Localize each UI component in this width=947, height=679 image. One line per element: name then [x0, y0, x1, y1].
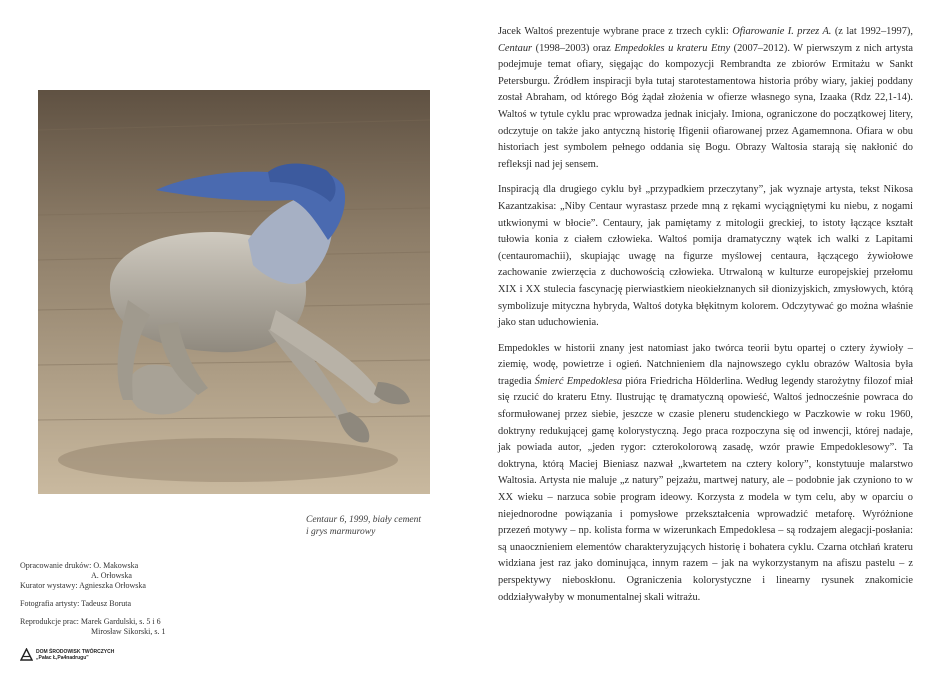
sculpture-photo — [38, 90, 430, 494]
left-page — [0, 0, 470, 679]
p1-text-a: Jacek Waltoś prezentuje wybrane prace z trzech cykli: — [498, 26, 733, 37]
credits-prep — [20, 561, 220, 571]
p1-text-b: (z lat 1992–1997), — [831, 26, 913, 37]
photo-caption — [306, 514, 456, 538]
p1-title-3: Empedokles u krateru Etny — [614, 42, 731, 54]
credits-photo: Fotografia artysty: Tadeusz Boruta — [20, 599, 132, 608]
logo-text — [36, 649, 114, 661]
logo-line1: DOM ŚRODOWISK TWÓRCZYCH — [36, 648, 115, 655]
p1-text-d: (2007–2012). W pierwszym z nich artysta podejmuje temat ofiary, sięgając do kompozycji Rembrandta ze zbiorów Ermitażu w Sankt Petersburgu. Źródłem inspiracji była tutaj starotestamentowa historia próby wiary, jakiej poddany został Abraham, od którego Bóg żądał złożenia w ofierze własnego syna, Izaaka (Rdz 22,1-14). Waltoś w tytule cyklu prac wprowadza jednak inicjały. Imiona, ograniczone do początkowej litery, odczytuje on także jako antyczną historię Ifigenii ofiarowanej przez Agamemnona. Ofiara w obu historiach jest symbolem pełnego oddania się Bogu. Obrazy Waltosia starają się nakłonić do refleksji nad jej sensem. — [498, 42, 913, 170]
p3-title-1: Śmierć Empedoklesa — [534, 375, 623, 387]
institution-logo — [20, 648, 114, 661]
credits-prep-label: Opracowanie druków: — [20, 561, 94, 570]
caption-line1: Centaur 6, 1999, biały cement — [306, 515, 422, 525]
credits-repro-name1: Marek Gardulski, s. 5 i 6 — [80, 617, 161, 626]
paragraph-3 — [498, 341, 913, 607]
p1-title-2: Centaur — [498, 42, 533, 54]
credits-prep-name1: O. Makowska — [93, 561, 139, 570]
essay-text — [498, 24, 913, 615]
right-page — [470, 0, 947, 679]
p3-text-a: Empedokles w historii znany jest natomiast jako twórca teorii bytu opartej o cztery żywioły – ziemię, wodę, powietrze i ogień. Natchnieniem dla najnowszego cyklu obrazów Waltosia była tragedia — [498, 342, 913, 387]
credits-block — [20, 561, 220, 637]
logo-line2: „Pałac Ł,Pa4nadrugu" — [36, 654, 89, 661]
paragraph-1 — [498, 24, 913, 173]
p1-title-1: Ofiarowanie I. przez A. — [732, 26, 832, 37]
caption-line2: i grys marmurowy — [306, 527, 376, 537]
logo-icon — [20, 648, 33, 661]
credits-repro-name2: Mirosław Sikorski, s. 1 — [91, 627, 166, 636]
sculpture-illustration — [38, 90, 430, 494]
p1-text-c: (1998–2003) oraz — [532, 42, 615, 54]
credits-prep-name2: A. Orłowska — [91, 571, 132, 580]
credits-repro-label: Reprodukcje prac: — [20, 617, 81, 626]
credits-curator: Kurator wystawy: Agnieszka Orłowska — [20, 581, 146, 590]
paragraph-2: Inspiracją dla drugiego cyklu był „przypadkiem przeczytany”, jak wyznaje artysta, tekst Nikosa Kazantzakisa: „Niby Centaur wyrastasz przede mną z rękami wyciągniętymi ku niebu, z nogami utkwionymi w błocie”. Centaury, jak pamiętamy z mitologii greckiej, to istoty łączące kształt tułowia konia z ciałem człowieka. Waltoś pomija dramatyczny wątek ich walki z Lapitami (centauromachii), skupiając uwagę na figurze myślowej centaura, łączącego żywiołowe zachowanie zwierzęcia z duchowością człowieka. Utrwaloną w kulturze europejskiej przełomu XIX i XX stulecia fascynację pierwiastkiem nieokiełznanych sił dionizyjskich, zmysłowych, którą symbolizuje mityczna hybryda, Waltoś dotyka błękitnym kolorem. Odczytywać go można właśnie jako stan uduchowienia. — [498, 184, 913, 329]
credits-repro — [20, 617, 220, 627]
p3-text-b: pióra Friedricha Hölderlina. Według legendy starożytny filozof miał się rzucić do krateru Etny. Ilustrując tę dramatyczną opowieść, Waltoś jednocześnie powraca do sformułowanej przez siebie, jeszcze w czasie pleneru studenckiego w Paczkowie w roku 1960, doktryny redukującej gamę kolorystyczną. Jego praca rozpoczyna się od inwencji, której nadaje, jak powiada autor, „jeden rygor: czterokolorową zasadę, wzór prawie Empedoklesowy”. Ta doktryna, którą Maciej Bieniasz nazwał „kwartetem na cztery kolory”, konstytuuje malarstwo Waltosia. Artysta nie maluje „z natury” pejzażu, martwej natury, ale – podobnie jak czyniono to w XX wieku – narzuca sobie program ideowy. Korzysta z modela w tym celu, aby w oparciu o niejednorodne powiązania i pomysłowe przekształcenia wprowadzić metaforę. Wyróżnione przezeń motywy – np. kolista forma w wizerunkach Empedoklesa – są rodzajem alegacji-posłania: są unaocznieniem elementów charakteryzujących historię i bohatera cyklu. Czarna otchłań krateru widziana jest raz jako dominująca, innym razem – jak na wykorzystanym na afiszu pastelu – z perspektywy nieboskłonu. Ograniczenia kolorystyczne i linearny rysunek znakomicie oddziaływałyby w monumentalnej skali witrażu. — [498, 375, 913, 603]
